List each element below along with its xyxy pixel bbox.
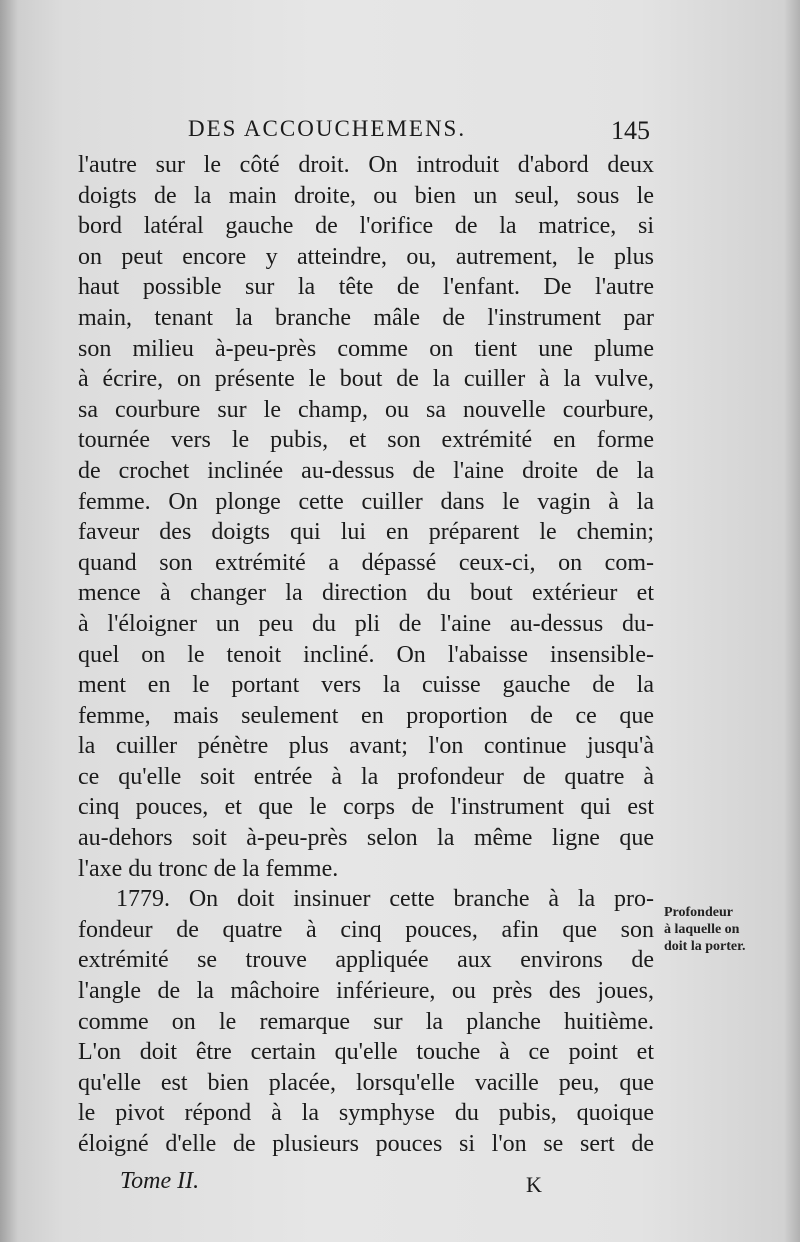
page-number: 145 xyxy=(611,116,650,145)
text-line: bord latéral gauche de l'orifice de la matrice, si xyxy=(78,213,654,240)
text-line: de crochet inclinée au-dessus de l'aine droite de la xyxy=(78,457,654,484)
page-header xyxy=(188,116,650,150)
text-line: mence à changer la direction du bout extérieur et xyxy=(78,580,654,607)
text-line: l'autre sur le côté droit. On introduit d'abord deux xyxy=(78,152,654,178)
text-line: cinq pouces, et que le corps de l'instrument qui est xyxy=(78,794,654,821)
text-line: à écrire, on présente le bout de la cuiller à la vulve, xyxy=(78,366,654,393)
margin-note-line: Profondeur xyxy=(664,905,733,920)
text-line: l'axe du tronc de la femme. xyxy=(78,855,339,882)
edge-shadow xyxy=(784,0,800,1242)
paragraph-start-line: 1779. On doit insinuer cette branche à la pro- xyxy=(116,886,654,913)
text-line: haut possible sur la tête de l'enfant. De l'autre xyxy=(78,274,654,301)
text-line: éloigné d'elle de plusieurs pouces si l'on se sert de xyxy=(78,1131,654,1157)
page-footer xyxy=(120,1168,560,1202)
text-line: on peut encore y atteindre, ou, autrement, le plus xyxy=(78,243,654,270)
margin-note-line: doit la porter. xyxy=(664,939,746,954)
margin-note-line: à laquelle on xyxy=(664,922,740,937)
text-line: au-dehors soit à-peu-près selon la même ligne que xyxy=(78,825,654,852)
text-line: extrémité se trouve appliquée aux environs de xyxy=(78,947,654,974)
running-title: DES ACCOUCHEMENS. xyxy=(188,116,467,141)
binding-shadow xyxy=(0,0,18,1242)
text-line: main, tenant la branche mâle de l'instrument par xyxy=(78,304,654,331)
text-line: quand son extrémité a dépassé ceux-ci, on com- xyxy=(78,549,654,576)
text-line: doigts de la main droite, ou bien un seul, sous le xyxy=(78,182,654,209)
body-text xyxy=(78,150,654,1160)
text-line: comme on le remarque sur la planche huitième. xyxy=(78,1008,654,1035)
text-line: tournée vers le pubis, et son extrémité en forme xyxy=(78,427,654,454)
text-line: à l'éloigner un peu du pli de l'aine au-dessus du- xyxy=(78,610,654,637)
text-line: quel on le tenoit incliné. On l'abaisse insensible- xyxy=(78,641,654,668)
text-line: ment en le portant vers la cuisse gauche de la xyxy=(78,672,654,699)
text-line: le pivot répond à la symphyse du pubis, quoique xyxy=(78,1100,654,1127)
text-line: fondeur de quatre à cinq pouces, afin que son xyxy=(78,916,654,943)
margin-note xyxy=(664,904,784,955)
text-line: la cuiller pénètre plus avant; l'on continue jusqu'à xyxy=(78,733,654,760)
text-line: femme, mais seulement en proportion de ce que xyxy=(78,702,654,729)
text-line: l'angle de la mâchoire inférieure, ou près des joues, xyxy=(78,978,654,1005)
volume-label: Tome II. xyxy=(120,1168,200,1194)
text-line: qu'elle est bien placée, lorsqu'elle vacille peu, que xyxy=(78,1069,654,1096)
text-line: faveur des doigts qui lui en préparent le chemin; xyxy=(78,519,654,546)
signature-mark: K xyxy=(526,1172,542,1197)
text-line: sa courbure sur le champ, ou sa nouvelle courbure, xyxy=(78,396,654,423)
text-line: ce qu'elle soit entrée à la profondeur de quatre à xyxy=(78,763,654,790)
text-line: L'on doit être certain qu'elle touche à ce point et xyxy=(78,1039,654,1066)
text-line: femme. On plonge cette cuiller dans le vagin à la xyxy=(78,488,654,515)
text-line: son milieu à-peu-près comme on tient une plume xyxy=(78,335,654,362)
